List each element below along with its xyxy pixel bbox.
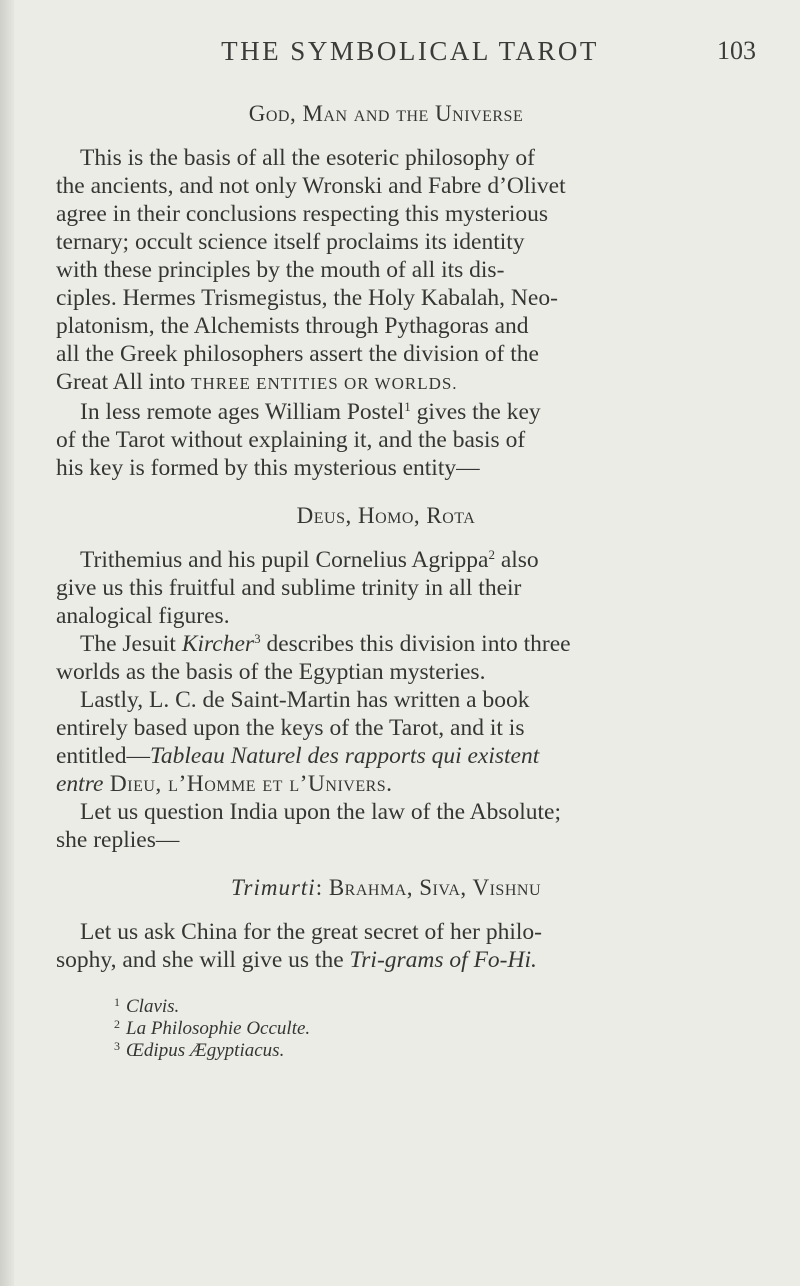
text-line: Let us question India upon the law of the Absolute; <box>80 799 562 825</box>
section-title-god-man-universe: God, Man and the Universe <box>248 101 524 126</box>
text-line: Lastly, L. C. de Saint-Martin has written a book <box>80 687 530 713</box>
text-fragment: entitled— <box>56 743 150 769</box>
text-line: his key is formed by this mysterious entity— <box>56 455 480 481</box>
paragraph-trithemius <box>56 546 716 630</box>
paragraph-india <box>56 798 716 854</box>
text-fragment: In less remote ages William Postel <box>80 399 405 425</box>
text-line <box>56 630 716 658</box>
text-fragment: Great All into <box>56 369 192 395</box>
text-line: give us this fruitful and sublime trinity in all their <box>56 575 522 601</box>
running-head: THE SYMBOLICAL TAROT <box>221 36 599 66</box>
footnotes <box>56 996 716 1062</box>
paragraph-saint-martin <box>56 686 716 798</box>
paragraph-kircher <box>56 630 716 686</box>
page-binding-edge <box>0 0 14 1286</box>
text-line: with these principles by the mouth of all its dis- <box>56 257 505 283</box>
text-line <box>56 368 716 398</box>
text-line: the ancients, and not only Wronski and Fabre d’Olivet <box>56 173 566 199</box>
text-line: agree in their conclusions respecting this mysterious <box>56 201 549 227</box>
emphasis-caps: Dieu, l’Homme et l’Univers. <box>103 771 393 797</box>
text-fragment: sophy, and she will give us the <box>56 947 350 973</box>
text-fragment: gives the key <box>410 399 541 425</box>
text-line: worlds as the basis of the Egyptian mysteries. <box>56 659 486 685</box>
text-fragment: Trithemius and his pupil Cornelius Agrippa <box>80 547 489 573</box>
footnote <box>114 1040 716 1062</box>
text-line: entirely based upon the keys of the Tarot, and it is <box>56 715 525 741</box>
footnote-text: Œdipus Ægyptiacus. <box>126 1040 285 1061</box>
paragraph-china <box>56 918 716 974</box>
footnote-mark: 1 <box>114 995 120 1009</box>
text-line: platonism, the Alchemists through Pythagoras and <box>56 313 529 339</box>
text-line <box>56 546 716 574</box>
footnote-mark: 2 <box>114 1017 120 1031</box>
footnote-mark: 3 <box>114 1039 120 1053</box>
text-line: of the Tarot without explaining it, and the basis of <box>56 427 526 453</box>
italic-name: Kircher <box>181 631 255 657</box>
text-fragment: also <box>494 547 539 573</box>
text-line <box>56 770 716 798</box>
emphasis-caps: : Brahma, Siva, Vishnu <box>315 875 541 900</box>
italic-title: Trimurti <box>230 875 316 900</box>
text-fragment: describes this division into three <box>260 631 571 657</box>
paragraph-postel <box>56 398 716 482</box>
paragraph-esoteric-basis <box>56 144 716 398</box>
italic-title: Tri-grams of Fo-Hi. <box>349 947 537 973</box>
footnote-text: Clavis. <box>126 996 180 1017</box>
section-title-trimurti <box>56 874 716 902</box>
text-line <box>56 946 716 974</box>
text-line: she replies— <box>56 827 180 853</box>
text-fragment: The Jesuit <box>80 631 182 657</box>
footnote-ref[interactable]: 2 <box>488 547 495 562</box>
italic-title: Tableau Naturel des rapports qui existent <box>149 743 540 769</box>
text-line: Let us ask China for the great secret of her philo- <box>80 919 543 945</box>
page-number: 103 <box>717 36 756 65</box>
text-line: ternary; occult science itself proclaims its identity <box>56 229 525 255</box>
text-line: analogical figures. <box>56 603 230 629</box>
footnote <box>114 1018 716 1040</box>
text-line: all the Greek philosophers assert the division of the <box>56 341 539 367</box>
text-line <box>56 398 716 426</box>
text-line <box>56 742 716 770</box>
text-line: ciples. Hermes Trismegistus, the Holy Kabalah, Neo- <box>56 285 558 311</box>
footnote <box>114 996 716 1018</box>
italic-title: entre <box>56 771 104 797</box>
footnote-text: La Philosophie Occulte. <box>126 1018 311 1039</box>
footnote-ref[interactable]: 3 <box>254 631 261 646</box>
section-title-deus-homo-rota: Deus, Homo, Rota <box>296 503 476 528</box>
emphasis-caps: THREE ENTITIES OR WORLDS. <box>191 374 458 393</box>
page-body <box>56 100 716 1062</box>
page-header <box>60 36 770 76</box>
footnote-ref[interactable]: 1 <box>404 399 411 414</box>
text-line: This is the basis of all the esoteric philosophy of <box>80 145 535 171</box>
